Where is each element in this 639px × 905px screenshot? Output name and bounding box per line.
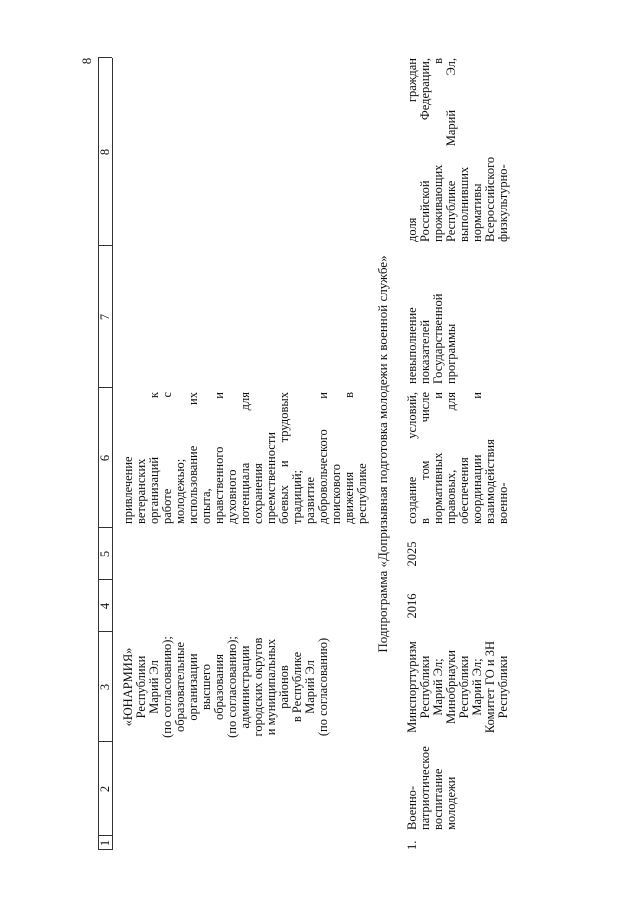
text-line: сохранения — [251, 463, 265, 524]
text-line: взаимодействия — [483, 439, 497, 524]
text-line: нормативных и — [431, 392, 445, 524]
text-line: обеспечения — [457, 457, 471, 524]
text-line: Российской Федерации, — [418, 58, 432, 242]
text-line: (по согласованию); — [225, 636, 239, 738]
text-line: молодежью; — [173, 458, 187, 524]
text-line: ветеранских — [134, 458, 148, 524]
text-line: администрации — [238, 645, 252, 729]
text-line: нормативы — [470, 183, 484, 242]
text-line: программы — [444, 323, 458, 384]
text-line: физкультурно- — [496, 164, 510, 242]
text-line: патриотическое — [418, 746, 432, 830]
column-number-7: 7 — [98, 313, 112, 321]
text-line: городских округов — [251, 637, 265, 737]
column-number-4: 4 — [98, 602, 112, 610]
text-line: Комитет ГО и ЗН — [483, 640, 497, 734]
text-line: показателей — [418, 319, 432, 384]
page-number: 8 — [79, 57, 94, 65]
text-line: боевых и трудовых — [277, 392, 291, 524]
text-line: Республики — [496, 655, 510, 719]
subprogram-title: Подпрограмма «Допризывная подготовка молодежи к военной службе» — [375, 255, 390, 653]
text-line: потенциала для — [238, 392, 252, 524]
column-number-1: 1 — [98, 839, 112, 847]
text-line: Республике Марий Эл, — [444, 58, 458, 242]
text-line: Всероссийского — [483, 156, 497, 242]
text-line: молодежи — [444, 776, 458, 830]
start-year: 2016 — [405, 593, 419, 619]
text-line: использование их — [186, 392, 200, 524]
text-line: выполнивших — [457, 166, 471, 242]
text-line: создание условий, — [405, 392, 419, 524]
text-line: опыта, — [199, 488, 213, 524]
text-line: образовательные — [173, 641, 187, 733]
text-line: координации и — [470, 392, 484, 524]
text-line: Республики — [457, 655, 471, 719]
text-line: Марий Эл; — [431, 658, 445, 716]
column-number-2: 2 — [98, 785, 112, 793]
text-line: развитие — [303, 476, 317, 524]
text-line: Минобрнауки — [444, 650, 458, 724]
text-line: невыполнение — [405, 307, 419, 384]
text-line: Республики — [134, 655, 148, 719]
text-line: военно- — [496, 482, 510, 524]
row-number: 1. — [405, 840, 419, 850]
text-line: Военно- — [405, 785, 419, 830]
text-line: добровольческого и — [316, 392, 330, 524]
text-line: (по согласованию) — [316, 637, 330, 737]
text-line: традиций; — [290, 469, 304, 524]
end-year: 2025 — [405, 541, 419, 567]
text-line: «ЮНАРМИЯ» — [121, 647, 135, 727]
column-number-3: 3 — [98, 683, 112, 691]
text-line: нравственного и — [212, 392, 226, 524]
text-line: преемственности — [264, 432, 278, 524]
text-line: Марий Эл — [303, 660, 317, 714]
text-line: проживающих в — [431, 58, 445, 242]
column-number-5: 5 — [98, 550, 112, 558]
text-line: в том числе — [418, 392, 432, 524]
text-line: (по согласованию); — [160, 636, 174, 738]
text-line: в Республике — [290, 651, 304, 723]
text-line: поискового — [329, 464, 343, 524]
text-line: организации — [186, 653, 200, 721]
text-line: образования — [212, 654, 226, 720]
text-line: Республики — [418, 655, 432, 719]
text-line: привлечение — [121, 456, 135, 524]
text-line: организаций к — [147, 392, 161, 524]
header-bottom-rule — [112, 58, 113, 850]
text-line: духовного — [225, 469, 239, 524]
column-number-6: 6 — [98, 454, 112, 462]
text-line: Минспорттуризм — [405, 641, 419, 733]
text-line: работе с — [160, 392, 174, 524]
text-line: республике — [355, 463, 369, 524]
text-line: высшего — [199, 663, 213, 711]
text-line: и муниципальных — [264, 638, 278, 736]
text-line: правовых, для — [444, 392, 458, 524]
text-line: воспитание — [431, 768, 445, 830]
column-number-8: 8 — [98, 148, 112, 156]
text-line: движения в — [342, 392, 356, 524]
text-line: районов — [277, 665, 291, 709]
rotated-table-sheet — [98, 30, 638, 850]
text-line: доля граждан — [405, 58, 419, 242]
text-line: Марий Эл — [147, 660, 161, 714]
text-line: Государственной — [431, 293, 445, 384]
text-line: Марий Эл; — [470, 658, 484, 716]
